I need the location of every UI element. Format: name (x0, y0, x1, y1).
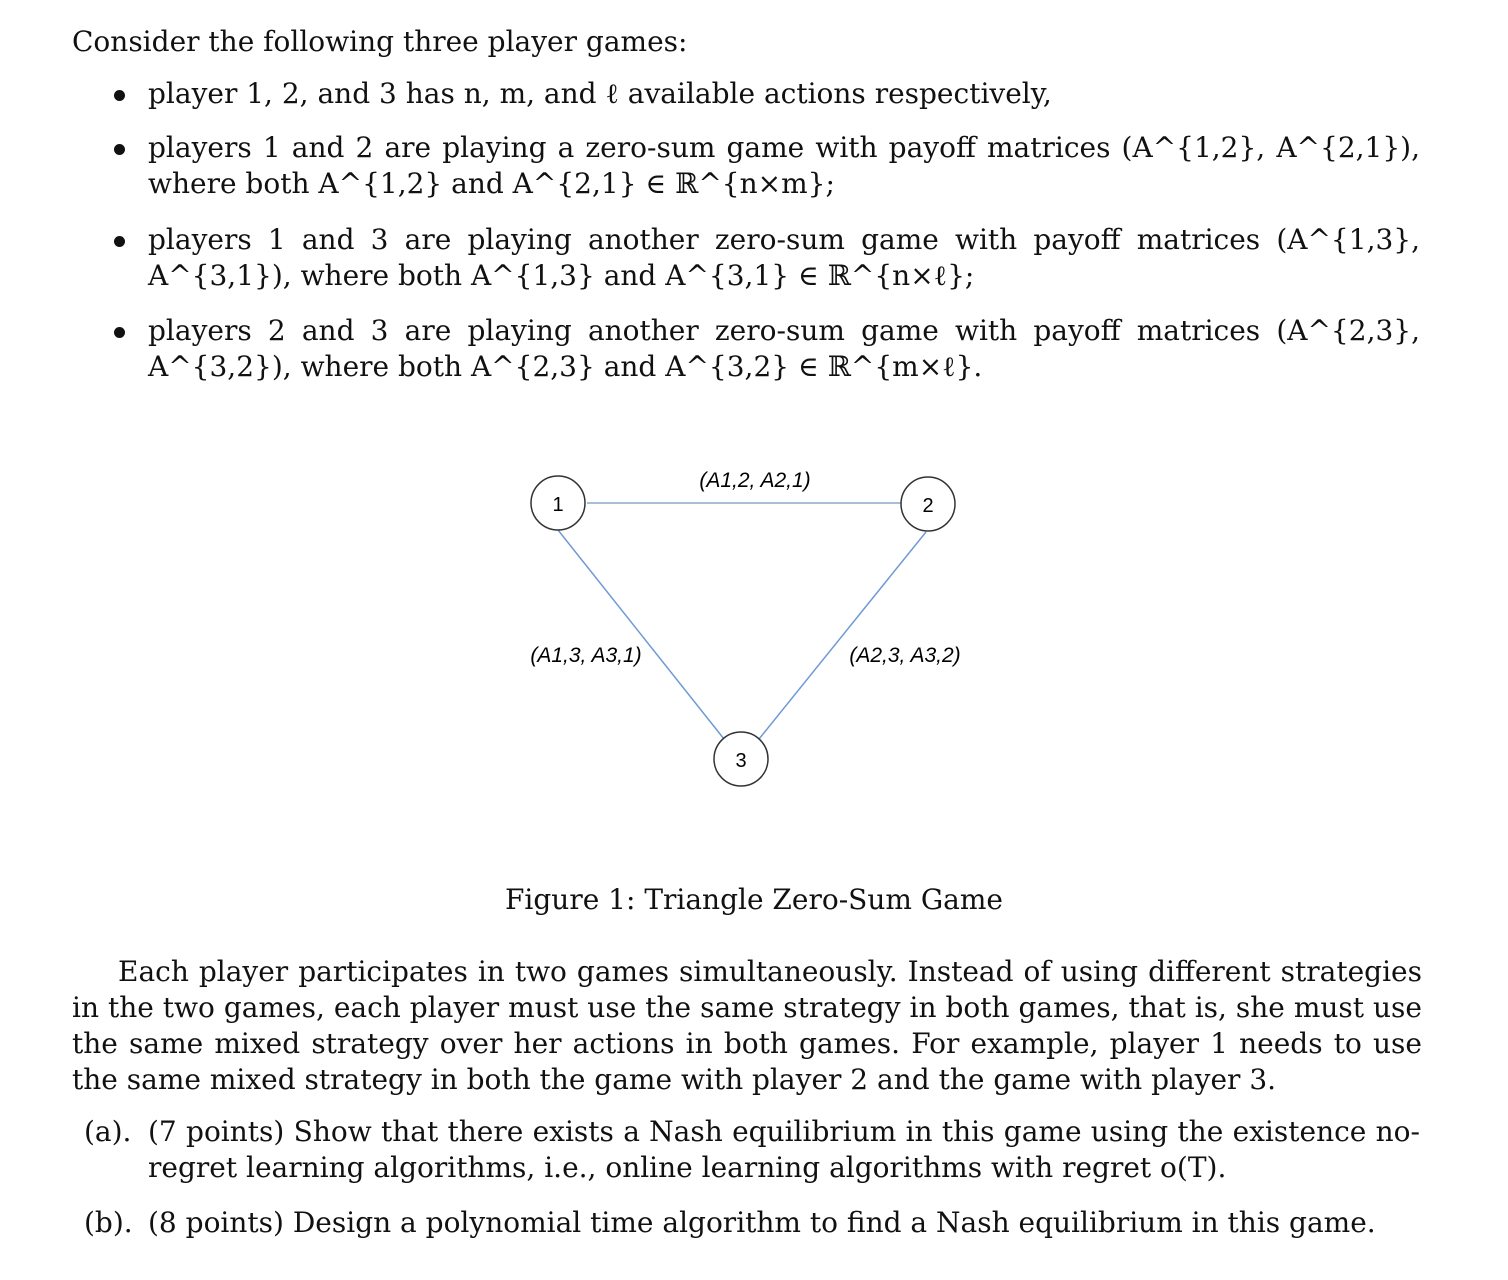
question-a-label: (a). (84, 1115, 132, 1148)
bullet-text: players 1 and 3 are playing another zero-sum game with payoff matrices (A^{1,3}, A^{3,1}), where both A^{1,3} and A^{3,1} ∈ ℝ^{n×ℓ}; (148, 223, 1420, 292)
question-a (84, 1114, 1420, 1186)
question-a-text: (7 points) Show that there exists a Nash equilibrium in this game using the existence no-regret learning algorithms, i.e., online learning algorithms with regret o(T). (148, 1115, 1420, 1184)
node-2-label: 2 (922, 495, 934, 517)
bullet-dot (114, 236, 125, 247)
bullet-text: player 1, 2, and 3 has n, m, and ℓ available actions respectively, (148, 77, 1052, 110)
bullet-actions (148, 76, 1420, 112)
bullet-game-13 (148, 222, 1420, 294)
edge-1-3 (558, 530, 724, 739)
intro-text: Consider the following three player games: (72, 25, 688, 58)
edge-label-1-3: (A1,3, A3,1) (530, 644, 642, 667)
node-1-label: 1 (552, 494, 564, 516)
body-paragraph: Each player participates in two games simultaneously. Instead of using different strategies in the two games, each player must use the same strategy in both games, that is, she must use the same mixed strategy over her actions in both games. For example, player 1 needs to use the same mixed strategy in both the game with player 2 and the game with player 3. (72, 955, 1422, 1096)
node-3 (714, 732, 768, 786)
node-1 (531, 476, 585, 530)
node-2 (901, 477, 955, 531)
bullet-game-12 (148, 130, 1420, 202)
edge-label-2-3: (A2,3, A3,2) (849, 644, 961, 667)
question-b-label: (b). (84, 1206, 133, 1239)
question-b (84, 1205, 1420, 1241)
figure-caption: Figure 1: Triangle Zero-Sum Game (504, 883, 1003, 916)
edge-label-1-2: (A1,2, A2,1) (699, 469, 811, 492)
bullet-dot (114, 144, 125, 155)
question-b-text: (8 points) Design a polynomial time algorithm to find a Nash equilibrium in this game. (148, 1206, 1376, 1239)
bullet-text: players 1 and 2 are playing a zero-sum game with payoff matrices (A^{1,2}, A^{2,1}), where both A^{1,2} and A^{2,1} ∈ ℝ^{n×m}; (148, 131, 1420, 200)
bullet-dot (114, 90, 125, 101)
edge-2-3 (759, 532, 926, 739)
bullet-dot (114, 327, 125, 338)
node-3-label: 3 (735, 750, 747, 772)
bullet-text: players 2 and 3 are playing another zero-sum game with payoff matrices (A^{2,3}, A^{3,2}), where both A^{2,3} and A^{3,2} ∈ ℝ^{m×ℓ}. (148, 314, 1420, 383)
triangle-game-diagram (520, 450, 1000, 810)
bullet-game-23 (148, 313, 1420, 385)
